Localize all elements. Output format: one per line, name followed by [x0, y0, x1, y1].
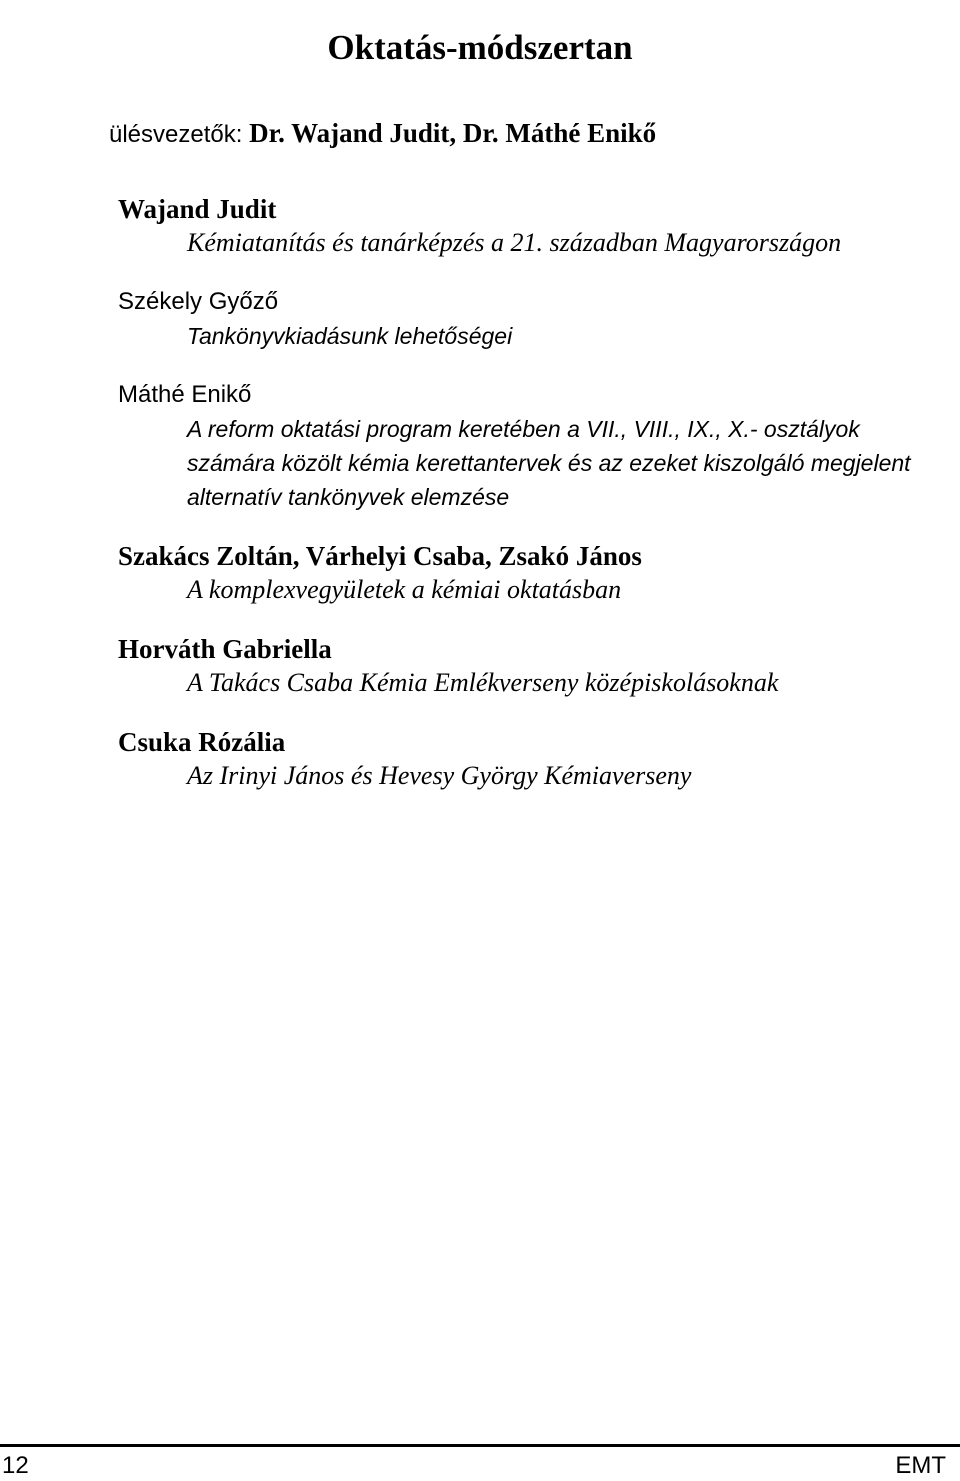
talk-author: Szakács Zoltán, Várhelyi Csaba, Zsakó János — [118, 541, 642, 571]
talk-author: Csuka Rózália — [118, 727, 286, 757]
talk-item — [118, 632, 948, 700]
talk-item — [118, 378, 948, 514]
session-chairs — [109, 116, 656, 152]
talk-title: Az Irinyi János és Hevesy György Kémiaverseny — [187, 761, 692, 790]
talk-title: A komplexvegyületek a kémiai oktatásban — [187, 575, 622, 604]
talk-title: Kémiatanítás és tanárképzés a 21. században Magyarországon — [187, 228, 842, 257]
talk-title: A reform oktatási program keretében a VII., VIII., IX., X.- osztályok számára közölt kémia kerettantervek és az ezeket kiszolgáló megjelent alternatív tankönyvek elemzése — [187, 416, 911, 510]
talk-item — [118, 725, 948, 793]
talk-author: Wajand Judit — [118, 194, 277, 224]
talk-item — [118, 192, 948, 260]
footer-organization: EMT — [895, 1452, 946, 1479]
page-title: Oktatás-módszertan — [327, 28, 633, 67]
talk-author: Máthé Enikő — [118, 381, 252, 408]
session-chairs-label: ülésvezetők: — [109, 121, 250, 148]
talk-title: A Takács Csaba Kémia Emlékverseny középiskolásoknak — [187, 668, 779, 697]
talk-item — [118, 539, 948, 607]
talk-title: Tankönyvkiadásunk lehetőségei — [187, 323, 513, 349]
talk-list — [118, 192, 948, 818]
talk-item — [118, 285, 948, 353]
talk-author: Székely Győző — [118, 288, 279, 315]
talk-author: Horváth Gabriella — [118, 634, 332, 664]
session-chairs-names: Dr. Wajand Judit, Dr. Máthé Enikő — [249, 118, 657, 148]
footer-divider — [0, 1444, 960, 1447]
page-number: 12 — [2, 1452, 29, 1479]
